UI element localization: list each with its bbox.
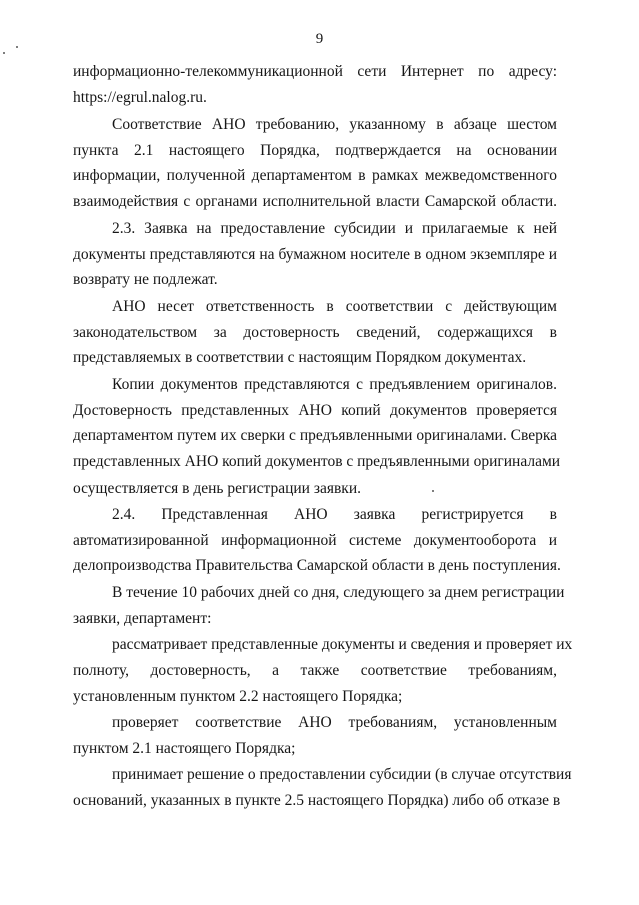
text-line: департаментом путем их сверки с предъявленными оригиналами. Сверка [73, 427, 557, 444]
text-line: делопроизводства Правительства Самарской области в день поступления. [73, 557, 561, 574]
text-line: АНО несет ответственность в соответствии с действующим [112, 298, 557, 315]
text-line: рассматривает представленные документы и сведения и проверяет их [112, 636, 573, 653]
text-line: документы представляются на бумажном носителе в одном экземпляре и [73, 246, 557, 263]
text-line: Соответствие АНО требованию, указанному в абзаце шестом [112, 116, 557, 133]
text-line: https://egrul.nalog.ru. [73, 89, 207, 106]
text-line: оснований, указанных в пункте 2.5 настоящего Порядка) либо об отказе в [73, 792, 561, 809]
text-line: осуществляется в день регистрации заявки. [73, 480, 361, 497]
page-number: 9 [315, 31, 324, 47]
text-line: автоматизированной информационной системе документооборота и [73, 532, 557, 549]
text-line: представляемых в соответствии с настоящим Порядком документах. [73, 349, 527, 366]
text-line: 2.4. Представленная АНО заявка регистрируется в [112, 506, 557, 523]
text-line: представленных АНО копий документов с предъявленными оригиналами [73, 453, 561, 470]
text-line: принимает решение о предоставлении субсидии (в случае отсутствия [112, 766, 572, 783]
text-line: В течение 10 рабочих дней со дня, следующего за днем регистрации [112, 584, 565, 601]
text-line: заявки, департамент: [73, 610, 212, 627]
text-line: возврату не подлежат. [73, 271, 218, 288]
text-line: 2.3. Заявка на предоставление субсидии и прилагаемые к ней [112, 220, 557, 237]
text-line: взаимодействия с органами исполнительной власти Самарской области. [73, 193, 557, 210]
text-line: информационно-телекоммуникационной сети Интернет по адресу: [73, 63, 557, 80]
text-line: законодательством за достоверность сведений, содержащихся в [73, 324, 557, 341]
scan-speck [432, 490, 434, 492]
text-line: полноту, достоверность, а также соответствие требованиям, [73, 662, 557, 679]
text-line: информации, полученной департаментом в рамках межведомственного [73, 167, 557, 184]
text-line: пунктом 2.1 настоящего Порядка; [73, 740, 296, 757]
text-line: пункта 2.1 настоящего Порядка, подтверждается на основании [73, 142, 557, 159]
scan-speck [3, 52, 5, 54]
text-line: Копии документов представляются с предъявлением оригиналов. [112, 376, 557, 393]
scan-speck [16, 46, 18, 48]
text-line: Достоверность представленных АНО копий документов проверяется [73, 402, 557, 419]
text-line: установленным пунктом 2.2 настоящего Порядка; [73, 688, 403, 705]
text-line: проверяет соответствие АНО требованиям, установленным [112, 714, 557, 731]
